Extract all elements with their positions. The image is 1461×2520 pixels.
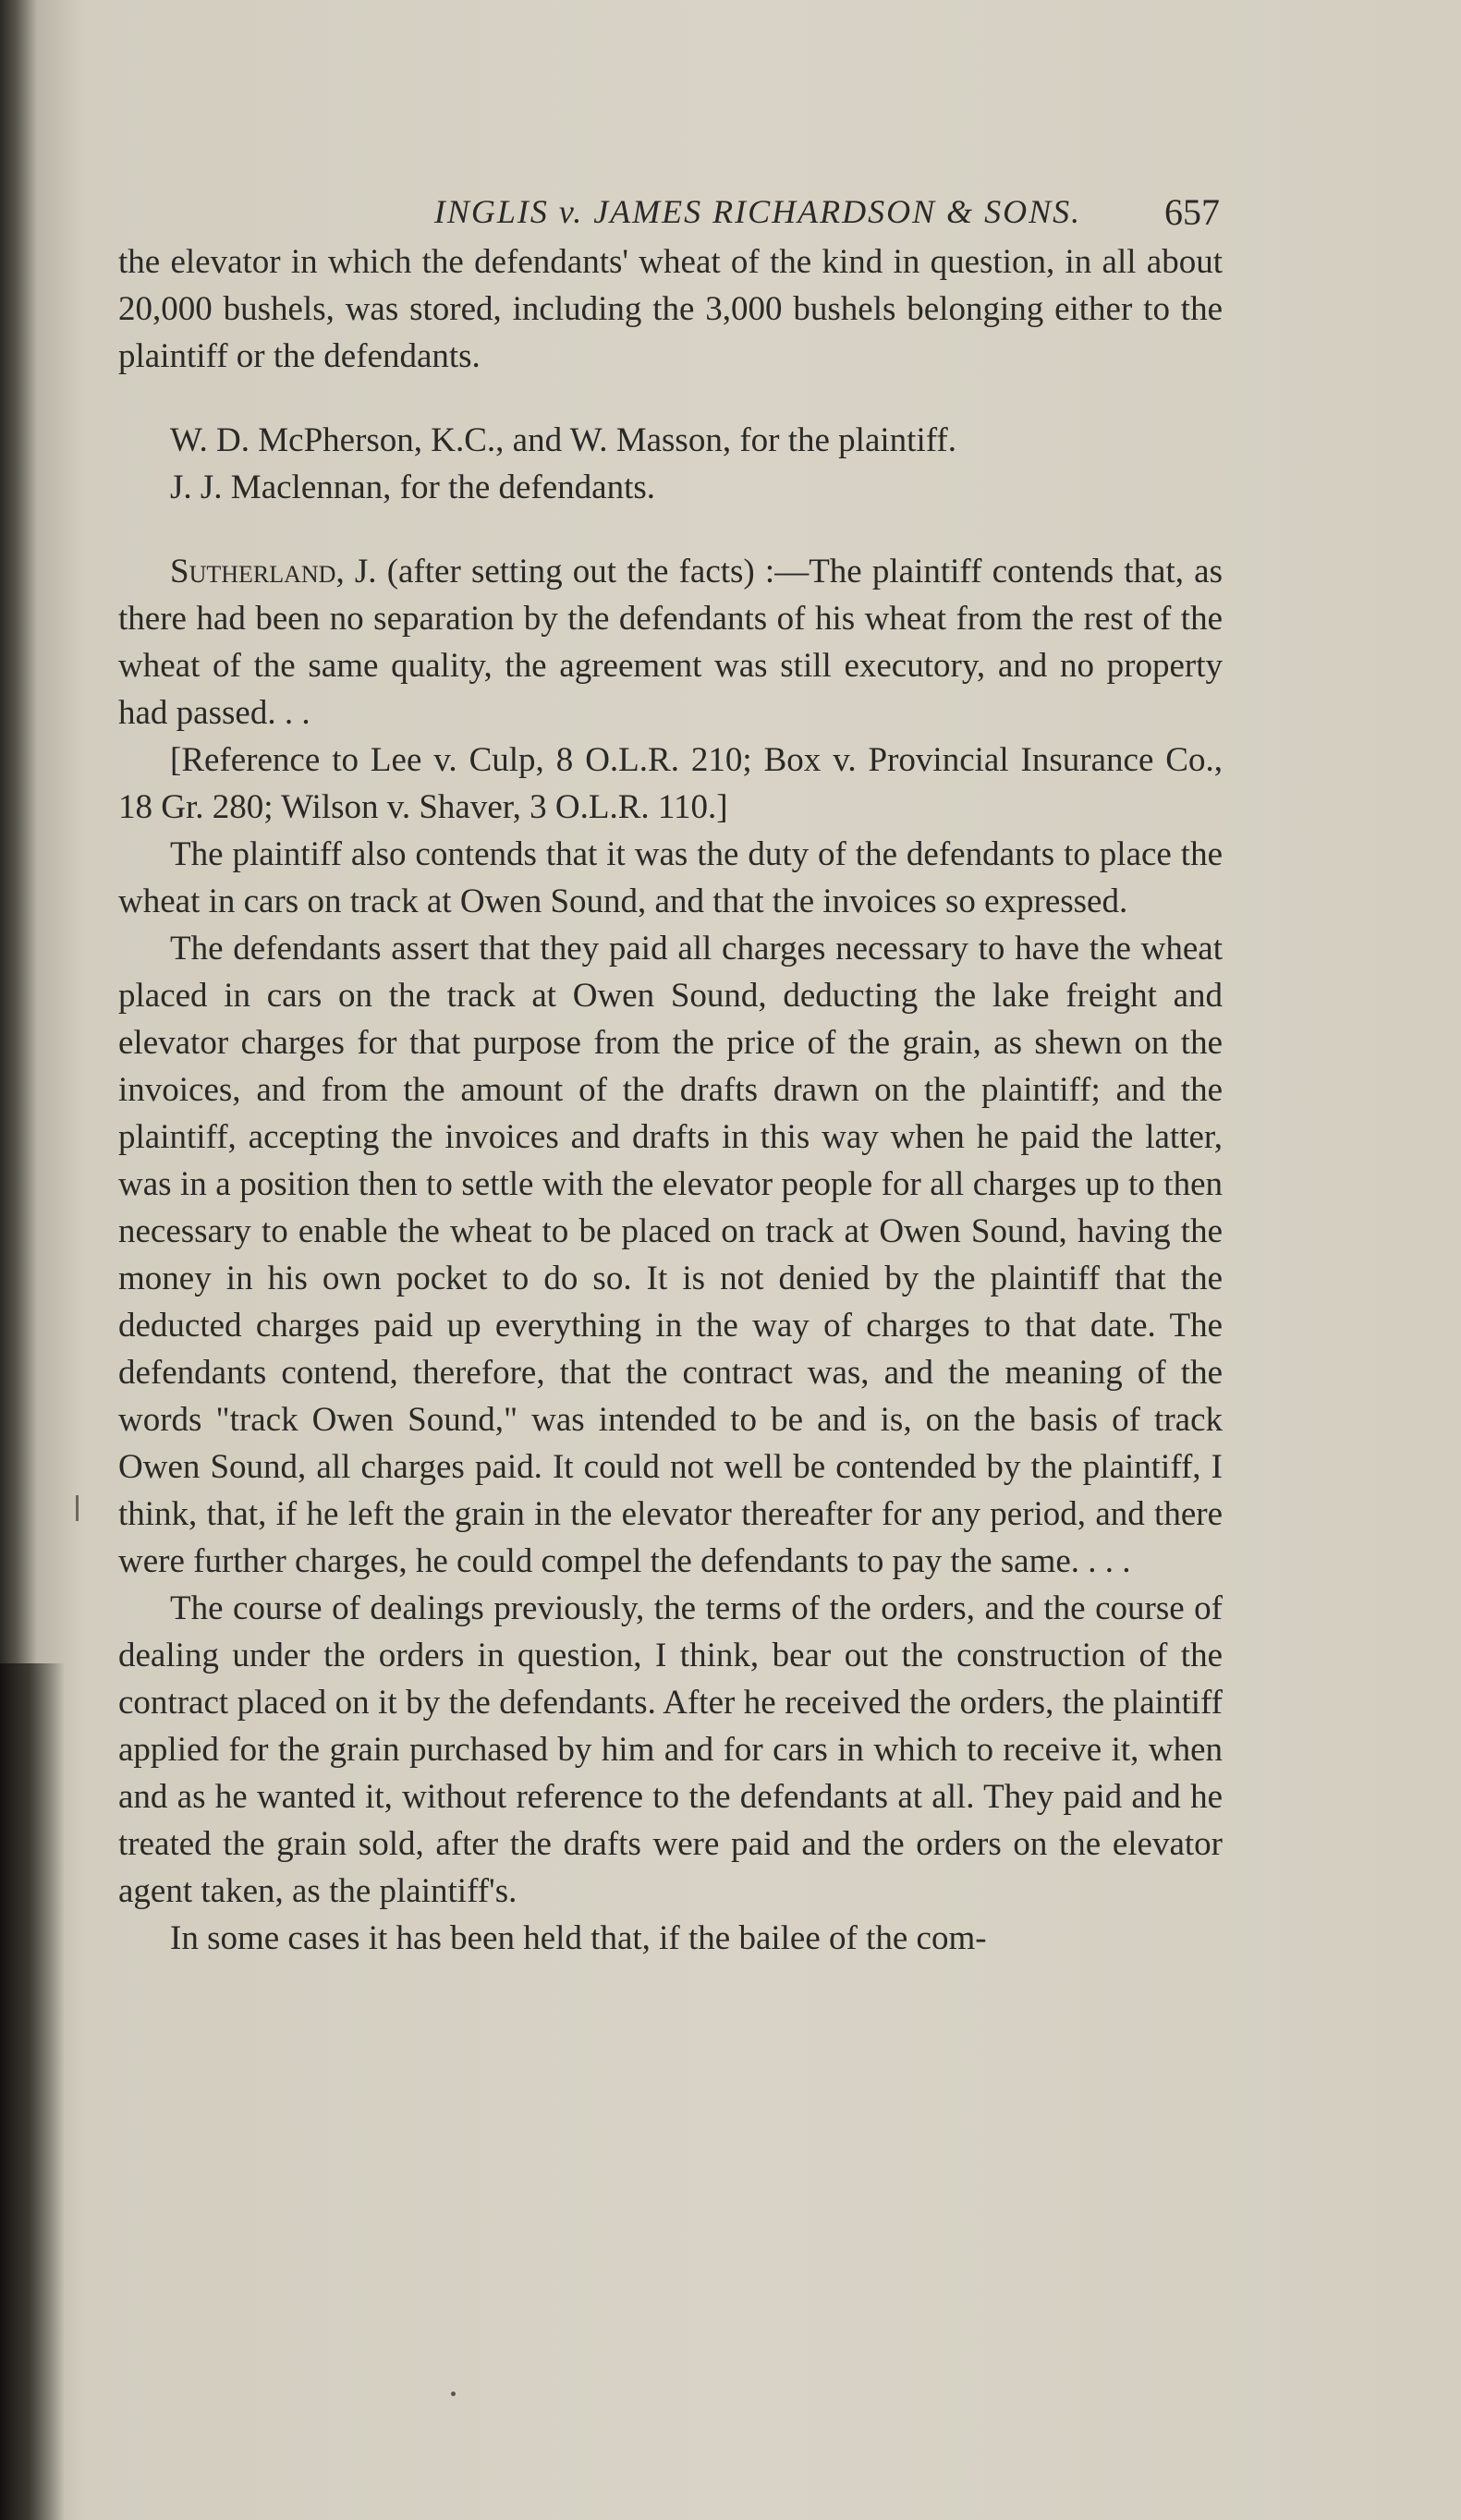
counsel-plaintiff: W. D. McPherson, K.C., and W. Masson, for the plaintiff. (170, 421, 956, 459)
counsel-defendants: J. J. Maclennan, for the defendants. (170, 469, 656, 506)
judgment-opening (118, 548, 1223, 737)
paragraph-3: The plaintiff also contends that it was the duty of the defendants to place the wheat in cars on track at Owen Sound, and that the invoices so expressed. (118, 835, 1223, 920)
judge-name: Sutherland, J. (170, 553, 377, 590)
paragraph-1: (after setting out the facts) :—The plaintiff contends that, as there had been no separation by the defendants of his wheat from the rest of the wheat of the same quality, the agreement was still executory, and no property had passed. . . (118, 553, 1223, 732)
body-text (118, 238, 1223, 1962)
paragraph-6: In some cases it has been held that, if the bailee of the com- (170, 1919, 987, 1957)
paragraph-5: The course of dealings previously, the terms of the orders, and the course of dealing under the orders in question, I think, bear out the construction of the contract placed on it by the defendants. After he received the orders, the plaintiff applied for the grain purchased by him and for cars in which to receive it, when and as he wanted it, without reference to the defendants at all. They paid and he treated the grain sold, after the drafts were paid and the orders on the elevator agent taken, as the plaintiff's. (118, 1589, 1223, 1910)
intro-paragraph: the elevator in which the defendants' wheat of the kind in question, in all about 20,000 bushels, was stored, including the 3,000 bushels belonging either to the plaintiff or the defendants. (118, 243, 1223, 375)
margin-mark (76, 1495, 79, 1521)
paragraph-4: The defendants assert that they paid all charges necessary to have the wheat placed in cars on the track at Owen Sound, deducting the lake freight and elevator charges for that purpose from the price of the grain, as shewn on the invoices, and from the amount of the drafts drawn on the plaintiff; and the plaintiff, accepting the invoices and drafts in this way when he paid the latter, was in a position then to settle with the elevator people for all charges up to then necessary to enable the wheat to be placed on track at Owen Sound, having the money in his own pocket to do so. It is not denied by the plaintiff that the deducted charges paid up everything in the way of charges to that date. The defendants contend, therefore, that the contract was, and the meaning of the words "track Owen Sound," was intended to be and is, on the basis of track Owen Sound, all charges paid. It could not well be contended by the plaintiff, I think, that, if he left the grain in the elevator thereafter for any period, and there were further charges, he could compel the defendants to pay the same. . . . (118, 930, 1223, 1580)
spine-shadow (0, 1663, 65, 2520)
page-number: 657 (1164, 191, 1220, 233)
running-title: INGLIS v. JAMES RICHARDSON & SONS. (433, 193, 1082, 230)
paragraph-2: [Reference to Lee v. Culp, 8 O.L.R. 210; Box v. Provincial Insurance Co., 18 Gr. 280; Wilson v. Shaver, 3 O.L.R. 110.] (118, 741, 1223, 826)
ink-dot (451, 2392, 456, 2396)
